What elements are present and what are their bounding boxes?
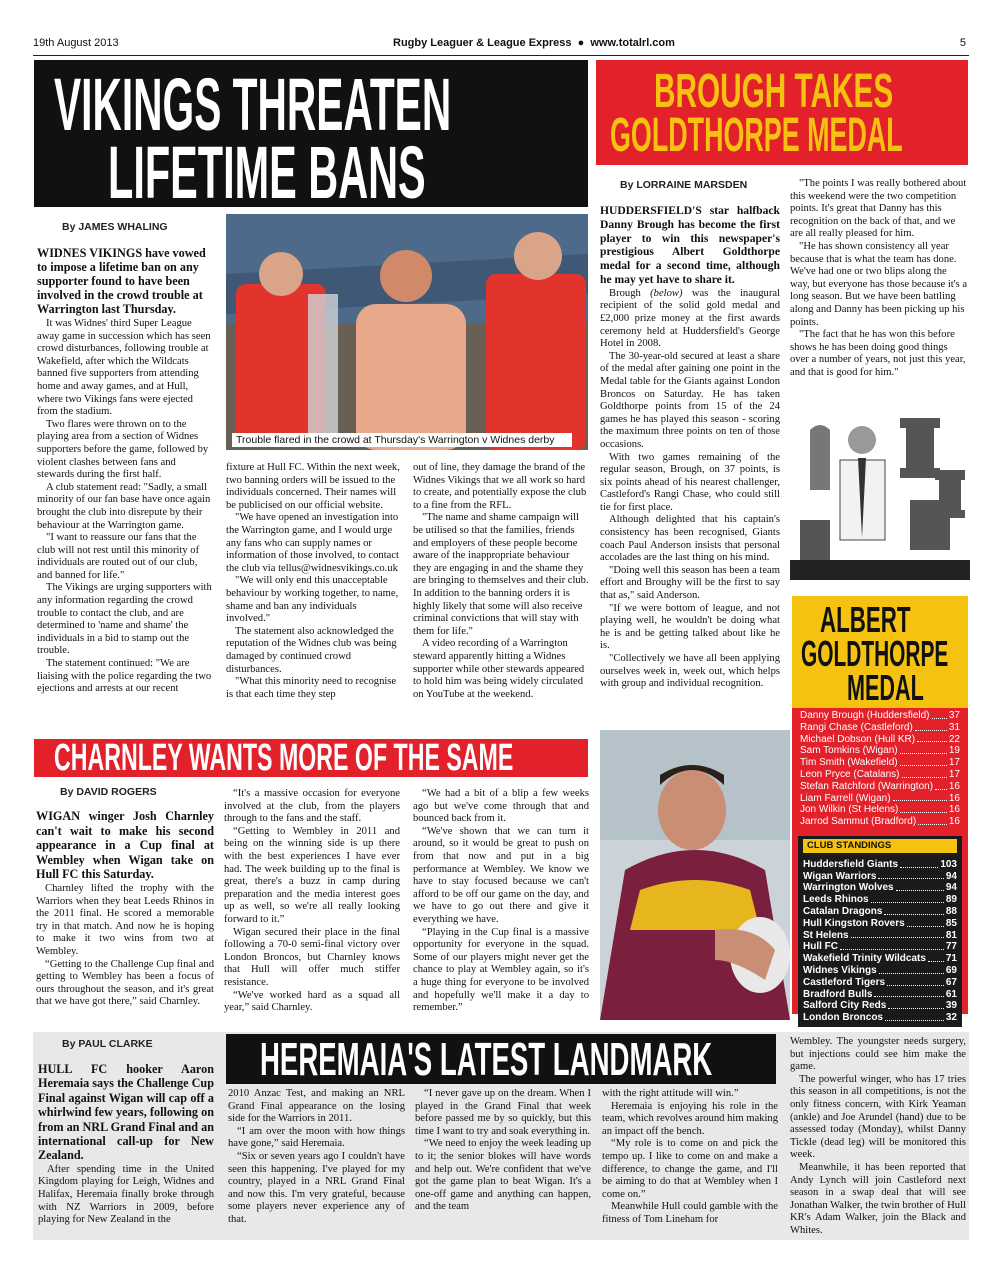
heremaia-col3-para: “We need to enjoy the week leading up to it; the senior blokes will have words and help out. We're confident that we've got the game plan to beat Wigan. It's a one-off game and anything can happen, and the team	[415, 1138, 591, 1213]
dot-leader	[900, 804, 947, 813]
albert-goldthorpe-photo	[790, 410, 970, 580]
brough-first-rest: was the inaugural recipient of the solid gold medal and £2,000 prize money at the first awards ceremony held at Huddersfield's George Hotel in 2008.	[600, 287, 780, 350]
charnley-col2-para: “Getting to Wembley in 2011 and being on the winning side is up there with the best experiences I have ever had. The week building up to the final is great, there's a buzz in camp during preparation and the media interest goes up as well, so we're all really looking forward to it.”	[224, 825, 400, 925]
charnley-headline: CHARNLEY WANTS MORE OF THE SAME	[54, 737, 514, 779]
standing-row	[803, 930, 957, 942]
standing-points: 69	[945, 964, 957, 976]
standing-name: Huddersfield Giants	[803, 858, 899, 870]
heremaia-col5-para: Meanwhile, it has been reported that Andy Lynch will join Castleford next season in a swap deal that will see Jonathan Walker, the twin brother of Hull KR's Adam Walker, join the Black and Whites.	[790, 1161, 966, 1236]
dot-leader	[887, 977, 944, 986]
medal-name: Danny Brough (Huddersfield)	[800, 710, 930, 721]
vikings-col2-para: The statement also acknowledged the reputation of the Widnes club was being damaged by continued crowd disturbances.	[226, 625, 397, 675]
dot-leader	[851, 930, 944, 939]
dot-leader	[902, 769, 947, 778]
standing-name: Castleford Tigers	[803, 976, 886, 988]
vikings-col1-para: A club statement read: "Sadly, a small minority of our fan base have once again brought the club into disrepute by their behaviour at the Warrington game.	[37, 481, 211, 531]
medal-points: 22	[948, 733, 960, 745]
medal-table-rows	[800, 710, 960, 828]
heremaia-col2-para: “Six or seven years ago I couldn't have seen this happening. I've played for my country, played in a NRL Grand Final and now this. I'm very grateful, because some players never experience any of that.	[228, 1150, 405, 1225]
brough-first-word: Brough	[609, 287, 641, 299]
dot-leader	[900, 745, 947, 754]
medal-row	[800, 757, 960, 769]
standing-points: 32	[945, 1012, 957, 1024]
masthead: Rugby Leaguer & League Express ● www.totalrl.com	[393, 37, 675, 49]
charnley-col2	[224, 788, 400, 1020]
standing-points: 39	[945, 1000, 957, 1012]
vikings-col3-para: out of line, they damage the brand of the Widnes Vikings that we all work so hard to create, and potentially expose the club to a fine from the RFL.	[413, 462, 587, 511]
charnley-col2-para: Wigan secured their place in the final following a 70-0 semi-final victory over London Broncos, but Charnley knows that Hull will offer much stiffer resistance.	[224, 926, 400, 988]
medal-table	[792, 708, 968, 1024]
dot-leader	[928, 953, 944, 962]
heremaia-col4-para: “My role is to come on and pick the tempo up. I like to come on and make a difference, to change the game, and I'll be aiming to do that at Wembley when I come on.”	[602, 1138, 778, 1200]
dot-leader	[915, 722, 947, 731]
standing-points: 94	[945, 870, 957, 882]
medal-points: 16	[948, 816, 960, 828]
dot-leader	[918, 816, 947, 825]
brough-col2	[790, 178, 968, 392]
standings-box	[798, 836, 962, 1027]
standings-rows	[803, 859, 957, 1024]
dot-leader	[878, 871, 943, 880]
charnley-col3-para: “We had a bit of a blip a few weeks ago but we've come through that and bounced back from it.	[413, 788, 589, 825]
dot-leader	[900, 757, 947, 766]
charnley-col3	[413, 788, 589, 1020]
standing-name: Warrington Wolves	[803, 882, 894, 894]
heremaia-col3-para: “I never gave up on the dream. When I played in the Grand Final that week before passed me by so quickly, but this time I want to try and soak everything in.	[415, 1088, 591, 1137]
vikings-col1	[37, 246, 215, 726]
brough-col1-para: The 30-year-old secured at least a share of the medal after gaining one point in the Medal table for the Giants against London Broncos on Saturday. He has taken Goldthorpe points from 15 of the 24 games he has played this season - scoring the maximum three points on ten of those occasions.	[600, 350, 780, 450]
standing-points: 88	[945, 905, 957, 917]
medal-name: Michael Dobson (Hull KR)	[800, 733, 916, 745]
standing-name: Widnes Vikings	[803, 964, 877, 976]
charnley-col1	[36, 809, 214, 1019]
dot-leader	[907, 918, 944, 927]
standing-name: St Helens	[803, 929, 849, 941]
brough-col1-para: Although delighted that his captain's consistency has been recognised, Giants coach Paul Anderson insists that personal accolades are the last thing on his mind.	[600, 514, 780, 564]
standing-name: Hull FC	[803, 941, 838, 953]
medal-box	[792, 596, 968, 708]
standing-name: Bradford Bulls	[803, 988, 873, 1000]
standing-row	[803, 953, 957, 965]
standing-row	[803, 871, 957, 883]
dot-leader	[932, 710, 947, 719]
medal-row	[800, 816, 960, 828]
standing-name: Salford City Reds	[803, 1000, 887, 1012]
standings-title-bar: CLUB STANDINGS	[803, 839, 957, 853]
brough-below-note: (below)	[650, 287, 683, 299]
photo-illustration	[226, 214, 588, 450]
vikings-col1-para: The Vikings are urging supporters with any information regarding the crowd trouble to contact the club, and are determined to 'name and shame' the individuals in a bid to stamp out the trouble.	[37, 582, 212, 657]
standing-row	[803, 977, 957, 989]
standing-name: Wigan Warriors	[803, 870, 877, 882]
medal-name: Tim Smith (Wakefield)	[800, 757, 898, 769]
medal-points: 17	[948, 757, 960, 769]
heremaia-col5-para: The powerful winger, who has 17 tries this season in all competitions, is not the only fitness concern, with Kirk Yeaman (ankle) and Joe Arundel (hand) due to be assessed today (Monday), whilst Danny Tickle (dead leg) will be monitored this week.	[790, 1073, 966, 1161]
danny-brough-photo	[600, 730, 790, 1020]
charnley-col2-para: “It's a massive occasion for everyone involved at the club, from the players through to the fans and the staff.	[224, 788, 400, 825]
standing-points: 71	[945, 953, 957, 965]
dot-leader	[840, 941, 944, 950]
issue-date: 19th August 2013	[33, 37, 119, 49]
brough-col1-para-first	[600, 288, 780, 351]
standing-row	[803, 1000, 957, 1012]
dot-leader	[874, 989, 943, 998]
standing-points: 61	[945, 988, 957, 1000]
standing-points: 103	[940, 858, 957, 870]
standing-points: 77	[945, 941, 957, 953]
medal-row	[800, 804, 960, 816]
charnley-col3-para: “Playing in the Cup final is a massive opportunity for everyone in the squad. Some of our players might never get the chance to play at Wembley again, so it's a huge thing for everyone to be involved and hopefully we'll make it a day to remember.”	[413, 926, 589, 1014]
vikings-headline-line1: VIKINGS THREATEN	[54, 63, 452, 146]
vikings-byline: By JAMES WHALING	[62, 221, 168, 233]
medal-row	[800, 793, 960, 805]
vikings-col2-para: fixture at Hull FC. Within the next week, two banning orders will be issued to the individuals concerned. Their names will be publicised on our official website.	[226, 462, 400, 511]
medal-name: Leon Pryce (Catalans)	[800, 768, 900, 780]
standing-row	[803, 989, 957, 1001]
medal-name: Jon Wilkin (St Helens)	[800, 804, 899, 816]
charnley-col2-para: “We've worked hard as a squad all year,” said Charnley.	[224, 989, 400, 1014]
website: www.totalrl.com	[590, 37, 675, 49]
medal-row	[800, 710, 960, 722]
standing-row	[803, 894, 957, 906]
standing-row	[803, 918, 957, 930]
vikings-col2-para: "We will only end this unacceptable behaviour by working together, to name, shame and ban any individuals involved."	[226, 575, 399, 625]
charnley-byline: By DAVID ROGERS	[60, 786, 157, 798]
vikings-col2-para: "We have opened an investigation into the Warrington game, and I would urge any fans who can supply names or information of those involved, to contact the club via tellus@widnesvikings.co.uk	[226, 512, 399, 574]
standing-points: 85	[945, 917, 957, 929]
dot-leader	[871, 894, 944, 903]
heremaia-col5-para: Wembley. The youngster needs surgery, but injections could see him make the game.	[790, 1036, 966, 1073]
medal-title-1: ALBERT	[820, 599, 911, 640]
brough-col2-para: "The fact that he has won this before shows he has been doing good things over a number of years, not just this year, and that is good for him."	[790, 329, 966, 378]
standing-name: London Broncos	[803, 1012, 883, 1024]
brough-headline-line1: BROUGH TAKES	[654, 65, 894, 118]
photo-caption: Trouble flared in the crowd at Thursday's Warrington v Widnes derby	[232, 433, 572, 447]
heremaia-col3	[415, 1088, 591, 1240]
dot-leader	[893, 793, 947, 802]
vikings-col1-para: Two flares were thrown on to the playing area from a section of Widnes supporters before the game, followed by violent clashes between fans and stewards during the first half.	[37, 418, 209, 481]
medal-row	[800, 745, 960, 757]
heremaia-col4-para: Meanwhile Hull could gamble with the fitness of Tom Lineham for	[602, 1201, 778, 1225]
heremaia-byline: By PAUL CLARKE	[62, 1038, 153, 1050]
heremaia-intro: HULL FC hooker Aaron Heremaia says the Challenge Cup Final against Wigan will cap off a whirlwind few years, following on from an NRL Grand Final and an international call-up for New Zealand.	[38, 1062, 214, 1163]
vikings-headline-line2: LIFETIME BANS	[108, 131, 426, 214]
vikings-col1-para: "I want to reassure our fans that the club will not rest until this minority of individuals are routed out of our club, and banned for life."	[37, 532, 200, 581]
heremaia-col2-para: “I am over the moon with how things have gone,” said Heremaia.	[228, 1125, 405, 1150]
vikings-intro: WIDNES VIKINGS have vowed to impose a lifetime ban on any supporter found to have been involved in the crowd trouble at Warrington last Thursday.	[37, 246, 206, 316]
medal-row	[800, 722, 960, 734]
standing-row	[803, 941, 957, 953]
vikings-col3	[413, 462, 589, 728]
standing-name: Wakefield Trinity Wildcats	[803, 953, 926, 965]
medal-points: 16	[948, 804, 960, 816]
charnley-headline-banner	[34, 739, 588, 777]
vikings-headline-banner	[34, 60, 588, 214]
brough-col2-para: "The points I was really bothered about this weekend were the two competition points. It's great that Danny has this recognition on the back of that, and we are all really pleased for him.	[790, 178, 967, 240]
brough-col1-para: "Collectively we have all been applying ourselves week in, week out, which helps with group and individual recognition.	[600, 653, 780, 690]
medal-name: Stefan Ratchford (Warrington)	[800, 780, 934, 792]
standing-points: 94	[945, 882, 957, 894]
charnley-intro: WIGAN winger Josh Charnley can't wait to make his second appearance in a Cup final at Wembley when Wigan take on Hull FC this Saturday.	[36, 809, 214, 882]
standing-row	[803, 965, 957, 977]
medal-points: 16	[948, 792, 960, 804]
dot-leader	[900, 859, 938, 868]
dot-leader	[896, 882, 944, 891]
vikings-col3-para: "The name and shame campaign will be utilised so that the families, friends and employers of these people become aware of the inappropriate behaviour they are engaging in and the shame they are bringing to themselves and their club. In addition to the banning orders it is highly likely that some will also receive criminal convictions that will stay with them for life."	[413, 512, 589, 637]
page-number: 5	[959, 37, 966, 49]
heremaia-headline-banner	[226, 1034, 776, 1084]
medal-row	[800, 769, 960, 781]
charnley-col1-para: “Getting to the Challenge Cup final and getting to Wembley has been a focus of ours throughout the season, and it's great that we have got there,” said Charnley.	[36, 958, 214, 1008]
dot-leader	[885, 1012, 944, 1021]
brough-col1	[600, 204, 780, 726]
medal-name: Sam Tomkins (Wigan)	[800, 745, 898, 757]
medal-points: 16	[948, 780, 960, 792]
vikings-col3-para: A video recording of a Warrington steward apparently hitting a Widnes supporter while other stewards appeared to hold him was being widely circulated on YouTube at the weekend.	[413, 638, 585, 700]
medal-title-3: MEDAL	[847, 667, 924, 708]
vikings-col1-para: The statement continued: "We are liaising with the police regarding the two ejections and arrests at our recent	[37, 658, 212, 695]
medal-points: 19	[948, 745, 960, 757]
heremaia-col2	[228, 1088, 405, 1240]
crowd-trouble-photo	[226, 214, 588, 450]
brough-col1-para: With two games remaining of the regular season, Brough, on 37 points, is six points ahead of his nearest challenger, Castleford's Rangi Chase, who could still tie for first place.	[600, 451, 780, 513]
standing-points: 81	[945, 929, 957, 941]
dot-leader	[879, 965, 944, 974]
brough-headline-line2: GOLDTHORPE MEDAL	[610, 109, 903, 162]
dot-leader	[888, 1000, 944, 1009]
standing-name: Hull Kingston Rovers	[803, 917, 905, 929]
heremaia-col5	[790, 1036, 966, 1240]
standing-points: 67	[945, 976, 957, 988]
standing-name: Leeds Rhinos	[803, 894, 869, 906]
medal-title-2: GOLDTHORPE	[801, 633, 949, 674]
masthead-title: Rugby Leaguer & League Express	[393, 37, 572, 49]
heremaia-col1-para: After spending time in the United Kingdom playing for Leigh, Widnes and Halifax, Heremaia finally broke through with NZ Warriors in 2009, before playing for New Zealand in the	[38, 1163, 214, 1226]
standing-name: Catalan Dragons	[803, 905, 883, 917]
medal-name: Jarrod Sammut (Bradford)	[800, 816, 917, 828]
header-rule	[33, 55, 969, 56]
heremaia-col2-para: 2010 Anzac Test, and making an NRL Grand Final appearance on the losing side for the Warriors in 2011.	[228, 1088, 405, 1125]
medal-points: 37	[948, 710, 960, 721]
medal-row	[800, 734, 960, 746]
page-header	[33, 37, 968, 53]
brough-col1-para: "Doing well this season has been a team effort and Broughy will be the first to say that as," said Anderson.	[600, 564, 780, 602]
standing-row	[803, 1012, 957, 1024]
medal-row	[800, 781, 960, 793]
brough-col2-para: "He has shown consistency all year because that is what the team has done. We've had one or two blips along the way, but everyone has those because it's a long season. But we have been battling along and Danny has been picking up his points.	[790, 240, 968, 328]
standing-row	[803, 859, 957, 871]
brough-col1-para: "If we were bottom of league, and not playing well, he wouldn't be doing what he is and be getting talked about like he is.	[600, 602, 780, 652]
standing-row	[803, 906, 957, 918]
charnley-col3-para: “We've shown that we can turn it around, so it would be great to push on from that now and put in a big performance at Wembley. We know we have to stay focused because we can't afford to be off our game on the day, and we have to go out there and give it everything we have.	[413, 825, 589, 925]
heremaia-headline: HEREMAIA'S LATEST LANDMARK	[260, 1033, 713, 1085]
dot-leader	[884, 906, 943, 915]
charnley-col1-para: Charnley lifted the trophy with the Warriors when they beat Leeds Rhinos in the 2011 final. He scored a memorable try in that match. And now he is hoping to make it two wins from two at Wembley.	[36, 882, 214, 957]
dot-leader	[917, 734, 947, 743]
medal-name: Rangi Chase (Castleford)	[800, 721, 913, 733]
heremaia-col1	[38, 1062, 214, 1240]
heremaia-col4-para: with the right attitude will win.”	[602, 1088, 739, 1099]
vikings-col2-para: "What this minority need to recognise is that each time they step	[226, 676, 397, 700]
standing-points: 89	[945, 894, 957, 906]
medal-points: 31	[948, 721, 960, 733]
brough-byline: By LORRAINE MARSDEN	[620, 179, 748, 191]
medal-points: 17	[948, 768, 960, 780]
heremaia-col4-para: Heremaia is enjoying his role in the team, which revolves around him making an impact off the bench.	[602, 1100, 778, 1137]
medal-name: Liam Farrell (Wigan)	[800, 792, 891, 804]
brough-intro: HUDDERSFIELD'S star halfback Danny Brough has become the first player to win this newspaper's prestigious Albert Goldthorpe medal for a second time, although he may yet have to share it.	[600, 204, 780, 286]
vikings-col2	[226, 462, 402, 728]
standing-row	[803, 882, 957, 894]
dot-leader	[935, 781, 947, 790]
brough-headline-banner	[596, 60, 968, 165]
heremaia-col4	[602, 1088, 778, 1240]
vikings-col1-para: It was Widnes' third Super League away game in succession which has seen crowd disturbances, following trouble at Wakefield, after which the Wildcats banned five supporters from attending home and away games, and at Hull, where two Vikings fans were ejected from the stadium.	[37, 318, 211, 418]
